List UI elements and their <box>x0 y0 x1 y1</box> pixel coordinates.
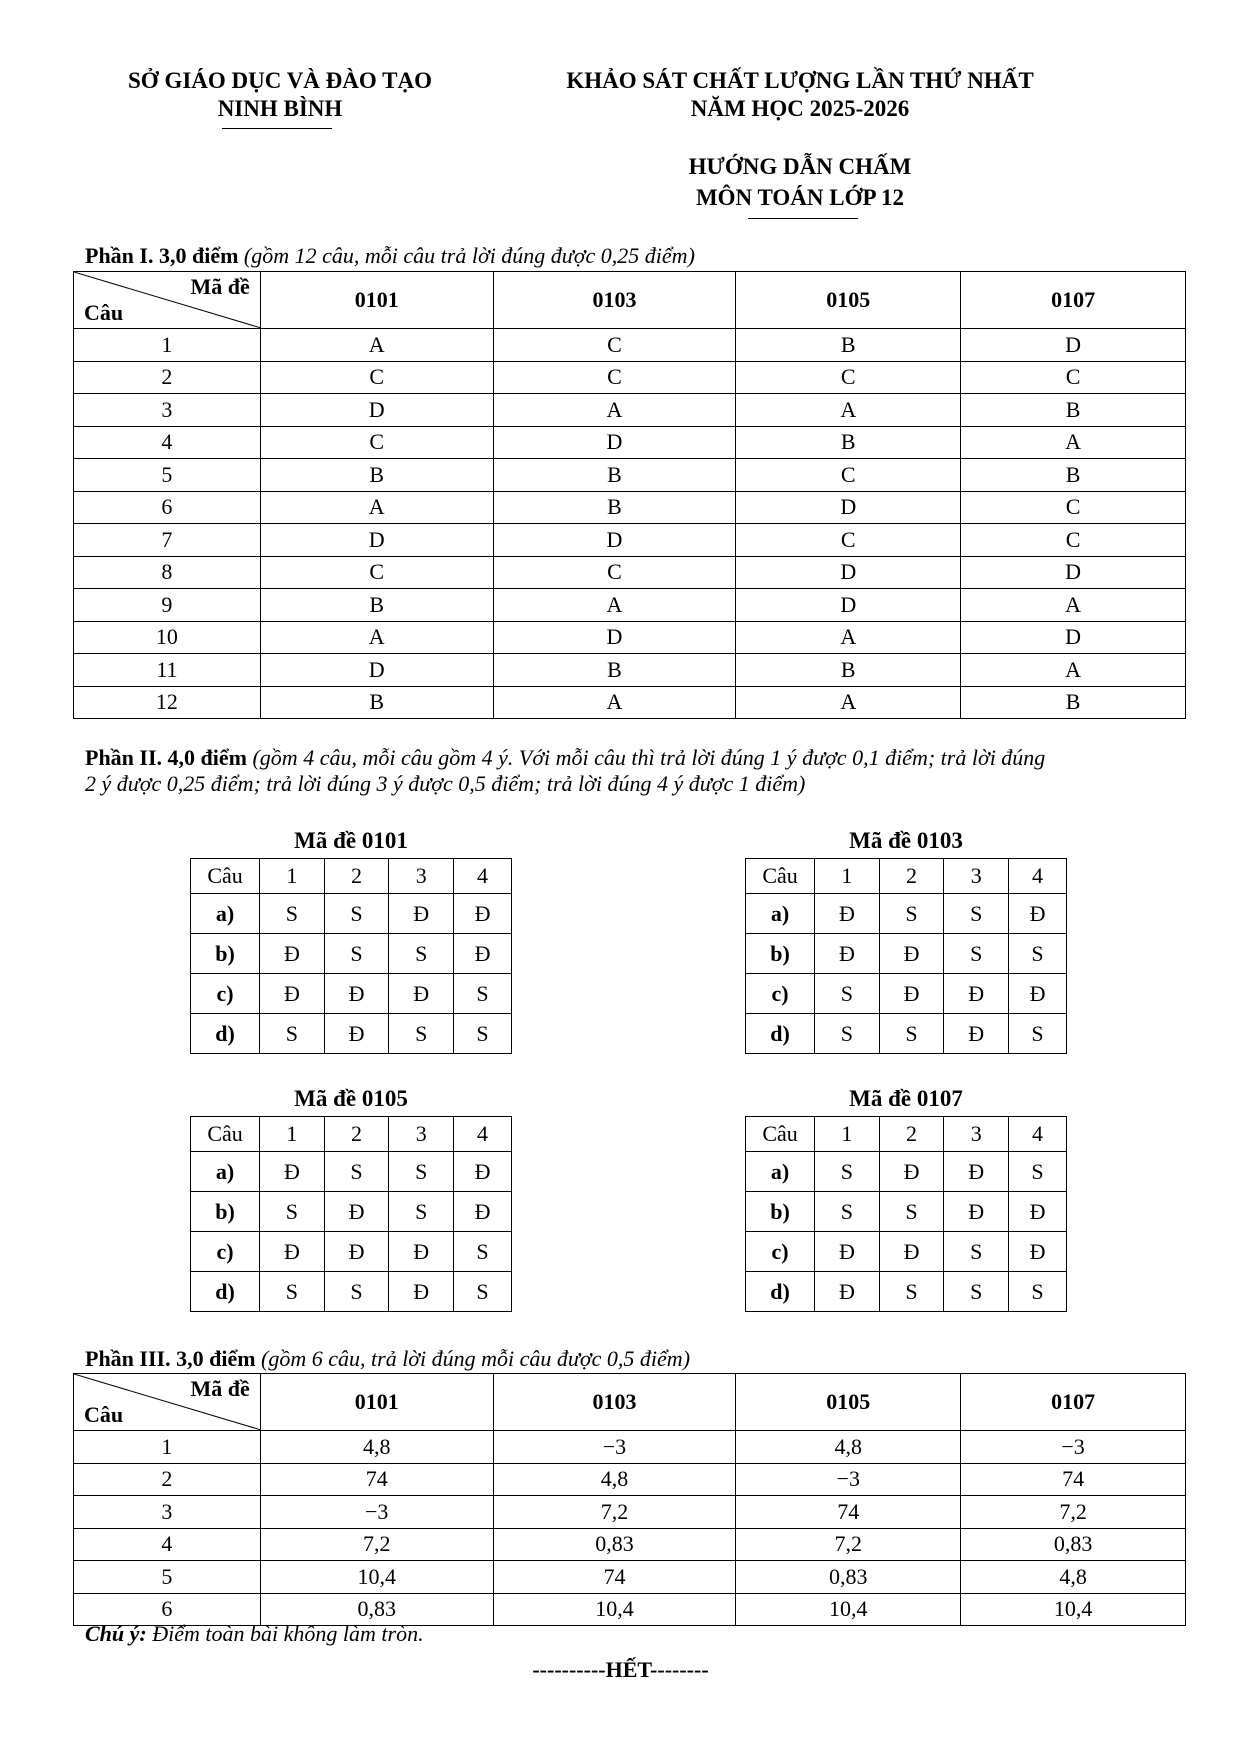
answer-cell: A <box>961 654 1186 687</box>
table-caption: Mã đề 0107 <box>849 1086 963 1111</box>
answer-cell: B <box>260 459 493 492</box>
part1-answer-table <box>73 271 1186 719</box>
corner-code-label: Mã đề <box>190 1376 250 1401</box>
answer-cell: Đ <box>454 934 512 974</box>
question-number: 6 <box>74 1593 261 1626</box>
part3-title <box>85 1346 690 1372</box>
question-number: 1 <box>815 859 880 894</box>
table-row <box>74 491 1186 524</box>
dept-name: SỞ GIÁO DỤC VÀ ĐÀO TẠO <box>128 68 432 93</box>
note <box>85 1621 424 1647</box>
answer-cell: Đ <box>944 974 1009 1014</box>
table-row <box>191 894 512 934</box>
statement-label: c) <box>191 1232 260 1272</box>
question-number: 5 <box>74 1561 261 1594</box>
table-row <box>746 1152 1067 1192</box>
table-row <box>746 894 1067 934</box>
question-number: 1 <box>260 859 325 894</box>
part3-corner-cell <box>74 1374 261 1431</box>
answer-cell: S <box>260 1192 325 1232</box>
statement-label: b) <box>191 1192 260 1232</box>
table-row <box>74 621 1186 654</box>
answer-cell: 10,4 <box>493 1593 736 1626</box>
table-row <box>74 459 1186 492</box>
table-row <box>74 1496 1186 1529</box>
question-number: 7 <box>74 524 261 557</box>
question-number: 4 <box>1009 859 1067 894</box>
answer-cell: S <box>324 934 389 974</box>
answer-cell: Đ <box>879 1152 944 1192</box>
answer-cell: Đ <box>1009 894 1067 934</box>
answer-cell: 10,4 <box>736 1593 961 1626</box>
answer-cell: A <box>260 491 493 524</box>
answer-cell: D <box>493 524 736 557</box>
question-number: 2 <box>324 1117 389 1152</box>
table-row <box>74 1561 1186 1594</box>
answer-cell: S <box>879 1014 944 1054</box>
part1-title-bold: Phần I. 3,0 điểm <box>85 243 239 268</box>
question-number: 2 <box>879 859 944 894</box>
answer-cell: Đ <box>260 974 325 1014</box>
statement-label: a) <box>191 894 260 934</box>
answer-cell: D <box>961 621 1186 654</box>
table-header-row <box>746 859 1067 894</box>
statement-label: b) <box>191 934 260 974</box>
answer-cell: Đ <box>944 1152 1009 1192</box>
answer-cell: 0,83 <box>961 1528 1186 1561</box>
statement-label: c) <box>191 974 260 1014</box>
answer-cell: 0,83 <box>736 1561 961 1594</box>
question-header: Câu <box>191 1117 260 1152</box>
part2-title-italic-1: (gồm 4 câu, mỗi câu gồm 4 ý. Với mỗi câu thì trả lời đúng 1 ý được 0,1 điểm; trả lời đúng <box>246 745 1046 770</box>
answer-cell: S <box>1009 1272 1067 1312</box>
table-row <box>74 686 1186 719</box>
table-row <box>74 654 1186 687</box>
answer-cell: C <box>493 556 736 589</box>
code-header: 0101 <box>260 1374 493 1431</box>
title-underline <box>748 218 858 219</box>
answer-cell: 7,2 <box>260 1528 493 1561</box>
statement-label: d) <box>746 1014 815 1054</box>
table-row <box>746 1232 1067 1272</box>
question-number: 3 <box>389 859 454 894</box>
answer-cell: C <box>736 459 961 492</box>
answer-cell: A <box>736 621 961 654</box>
answer-cell: S <box>454 1272 512 1312</box>
answer-cell: Đ <box>454 1152 512 1192</box>
answer-cell: A <box>260 621 493 654</box>
answer-cell: D <box>260 394 493 427</box>
answer-cell: 4,8 <box>961 1561 1186 1594</box>
answer-cell: A <box>736 394 961 427</box>
question-number: 8 <box>74 556 261 589</box>
corner-question-label: Câu <box>84 300 124 325</box>
answer-cell: B <box>493 459 736 492</box>
answer-cell: 4,8 <box>493 1463 736 1496</box>
answer-cell: S <box>879 1272 944 1312</box>
statement-label: d) <box>746 1272 815 1312</box>
answer-cell: C <box>493 361 736 394</box>
answer-cell: C <box>736 361 961 394</box>
part3-title-italic: (gồm 6 câu, trả lời đúng mỗi câu được 0,5 điểm) <box>255 1346 691 1371</box>
question-number: 2 <box>74 1463 261 1496</box>
answer-cell: A <box>493 686 736 719</box>
question-number: 3 <box>74 394 261 427</box>
answer-cell: D <box>961 556 1186 589</box>
answer-cell: D <box>736 491 961 524</box>
answer-cell: B <box>961 459 1186 492</box>
question-number: 9 <box>74 589 261 622</box>
question-number: 3 <box>944 1117 1009 1152</box>
question-number: 2 <box>879 1117 944 1152</box>
answer-cell: Đ <box>944 1192 1009 1232</box>
answer-cell: −3 <box>260 1496 493 1529</box>
answer-cell: Đ <box>389 894 454 934</box>
answer-cell: 0,83 <box>260 1593 493 1626</box>
code-header: 0107 <box>961 272 1186 329</box>
answer-cell: B <box>260 589 493 622</box>
answer-cell: 0,83 <box>493 1528 736 1561</box>
answer-cell: S <box>324 894 389 934</box>
answer-cell: S <box>389 934 454 974</box>
question-number: 2 <box>74 361 261 394</box>
question-number: 2 <box>324 859 389 894</box>
part2-table-0103 <box>745 858 1067 1054</box>
answer-cell: C <box>961 524 1186 557</box>
doc-title: HƯỚNG DẪN CHẤM <box>688 154 912 179</box>
answer-cell: Đ <box>1009 974 1067 1014</box>
answer-cell: S <box>1009 1014 1067 1054</box>
question-number: 11 <box>74 654 261 687</box>
answer-cell: Đ <box>260 1152 325 1192</box>
statement-label: c) <box>746 974 815 1014</box>
question-number: 1 <box>74 1431 261 1464</box>
school-year: NĂM HỌC 2025-2026 <box>690 96 910 121</box>
answer-cell: 74 <box>736 1496 961 1529</box>
table-row <box>191 1192 512 1232</box>
table-row <box>74 394 1186 427</box>
part2-title-bold: Phần II. 4,0 điểm <box>85 745 247 770</box>
table-row <box>191 1014 512 1054</box>
question-number: 4 <box>74 426 261 459</box>
answer-cell: 7,2 <box>961 1496 1186 1529</box>
answer-cell: 10,4 <box>260 1561 493 1594</box>
question-number: 12 <box>74 686 261 719</box>
answer-cell: Đ <box>1009 1192 1067 1232</box>
statement-label: a) <box>746 1152 815 1192</box>
table-row <box>191 1152 512 1192</box>
table-row <box>74 1431 1186 1464</box>
answer-cell: S <box>260 1014 325 1054</box>
note-label: Chú ý: <box>85 1621 147 1646</box>
answer-cell: S <box>815 974 880 1014</box>
answer-cell: S <box>815 1014 880 1054</box>
code-header: 0103 <box>493 1374 736 1431</box>
table-row <box>74 1463 1186 1496</box>
answer-cell: D <box>260 654 493 687</box>
answer-cell: 4,8 <box>260 1431 493 1464</box>
part1-title-italic: (gồm 12 câu, mỗi câu trả lời đúng được 0,25 điểm) <box>238 243 695 268</box>
answer-cell: S <box>389 1192 454 1232</box>
answer-cell: A <box>736 686 961 719</box>
answer-cell: A <box>493 589 736 622</box>
answer-cell: Đ <box>454 894 512 934</box>
answer-cell: S <box>324 1152 389 1192</box>
answer-cell: S <box>454 1232 512 1272</box>
table-row <box>191 1232 512 1272</box>
answer-cell: S <box>879 1192 944 1232</box>
answer-cell: B <box>493 654 736 687</box>
answer-cell: S <box>1009 934 1067 974</box>
answer-cell: B <box>736 329 961 362</box>
answer-cell: Đ <box>815 1232 880 1272</box>
code-header: 0105 <box>736 1374 961 1431</box>
answer-cell: 7,2 <box>736 1528 961 1561</box>
answer-cell: Đ <box>389 974 454 1014</box>
answer-cell: B <box>736 426 961 459</box>
answer-cell: −3 <box>493 1431 736 1464</box>
question-number: 1 <box>815 1117 880 1152</box>
code-header: 0103 <box>493 272 736 329</box>
answer-cell: Đ <box>454 1192 512 1232</box>
statement-label: b) <box>746 1192 815 1232</box>
answer-cell: B <box>736 654 961 687</box>
answer-cell: −3 <box>961 1431 1186 1464</box>
part1-title <box>85 243 695 269</box>
question-header: Câu <box>191 859 260 894</box>
answer-cell: D <box>493 426 736 459</box>
left-underline <box>222 128 332 129</box>
note-text: Điểm toàn bài không làm tròn. <box>146 1621 424 1646</box>
answer-cell: Đ <box>389 1272 454 1312</box>
question-number: 3 <box>74 1496 261 1529</box>
answer-cell: Đ <box>815 894 880 934</box>
end-marker: ----------HẾT-------- <box>532 1657 709 1682</box>
answer-cell: S <box>454 1014 512 1054</box>
answer-cell: C <box>260 361 493 394</box>
table-row <box>74 361 1186 394</box>
answer-cell: D <box>736 589 961 622</box>
answer-cell: B <box>493 491 736 524</box>
table-row <box>74 556 1186 589</box>
table-header-row <box>746 1117 1067 1152</box>
answer-cell: S <box>815 1192 880 1232</box>
answer-cell: D <box>260 524 493 557</box>
province-name: NINH BÌNH <box>217 96 343 121</box>
answer-cell: S <box>389 1152 454 1192</box>
answer-cell: Đ <box>389 1232 454 1272</box>
table-row <box>746 1014 1067 1054</box>
question-number: 1 <box>74 329 261 362</box>
table-row <box>74 524 1186 557</box>
answer-cell: 10,4 <box>961 1593 1186 1626</box>
answer-cell: S <box>1009 1152 1067 1192</box>
question-number: 4 <box>1009 1117 1067 1152</box>
answer-cell: 74 <box>493 1561 736 1594</box>
statement-label: d) <box>191 1014 260 1054</box>
question-number: 10 <box>74 621 261 654</box>
question-number: 6 <box>74 491 261 524</box>
part3-title-bold: Phần III. 3,0 điểm <box>85 1346 256 1371</box>
answer-cell: C <box>493 329 736 362</box>
answer-cell: 4,8 <box>736 1431 961 1464</box>
answer-cell: B <box>260 686 493 719</box>
code-header: 0105 <box>736 272 961 329</box>
answer-cell: S <box>944 934 1009 974</box>
corner-question-label: Câu <box>84 1402 124 1427</box>
table-row <box>74 329 1186 362</box>
answer-cell: S <box>389 1014 454 1054</box>
answer-cell: 7,2 <box>493 1496 736 1529</box>
table-caption: Mã đề 0101 <box>294 828 408 853</box>
answer-cell: S <box>260 1272 325 1312</box>
statement-label: b) <box>746 934 815 974</box>
answer-cell: S <box>879 894 944 934</box>
answer-cell: C <box>260 426 493 459</box>
answer-cell: B <box>961 394 1186 427</box>
table-caption: Mã đề 0103 <box>849 828 963 853</box>
answer-cell: Đ <box>815 1272 880 1312</box>
answer-cell: 74 <box>260 1463 493 1496</box>
table-row <box>191 934 512 974</box>
answer-cell: S <box>260 894 325 934</box>
table-caption: Mã đề 0105 <box>294 1086 408 1111</box>
part2-table-0101 <box>190 858 512 1054</box>
answer-cell: Đ <box>324 1014 389 1054</box>
part2-title <box>85 745 1185 771</box>
answer-cell: C <box>961 491 1186 524</box>
part2-table-0105 <box>190 1116 512 1312</box>
answer-cell: A <box>493 394 736 427</box>
part2-table-0107 <box>745 1116 1067 1312</box>
table-header-row <box>191 859 512 894</box>
statement-label: c) <box>746 1232 815 1272</box>
corner-code-label: Mã đề <box>190 274 250 299</box>
answer-cell: D <box>493 621 736 654</box>
table-row <box>74 589 1186 622</box>
question-number: 4 <box>454 859 512 894</box>
table-row <box>746 1272 1067 1312</box>
answer-cell: Đ <box>879 974 944 1014</box>
answer-cell: A <box>260 329 493 362</box>
answer-cell: Đ <box>879 1232 944 1272</box>
question-number: 5 <box>74 459 261 492</box>
answer-cell: Đ <box>260 1232 325 1272</box>
statement-label: a) <box>746 894 815 934</box>
table-row <box>746 974 1067 1014</box>
table-header-row <box>191 1117 512 1152</box>
answer-cell: Đ <box>1009 1232 1067 1272</box>
answer-cell: S <box>944 1232 1009 1272</box>
table-row <box>746 1192 1067 1232</box>
table-row <box>74 1528 1186 1561</box>
answer-cell: S <box>815 1152 880 1192</box>
part2-title-italic-2: 2 ý được 0,25 điểm; trả lời đúng 3 ý được 0,5 điểm; trả lời đúng 4 ý được 1 điểm) <box>85 771 806 796</box>
answer-cell: C <box>736 524 961 557</box>
answer-cell: Đ <box>260 934 325 974</box>
table-row <box>191 1272 512 1312</box>
part2-title-line2 <box>85 771 805 797</box>
table-row <box>746 934 1067 974</box>
answer-cell: S <box>944 1272 1009 1312</box>
table-row <box>74 426 1186 459</box>
answer-cell: −3 <box>736 1463 961 1496</box>
answer-cell: C <box>961 361 1186 394</box>
question-header: Câu <box>746 859 815 894</box>
answer-cell: B <box>961 686 1186 719</box>
answer-cell: A <box>961 589 1186 622</box>
statement-label: d) <box>191 1272 260 1312</box>
answer-cell: 74 <box>961 1463 1186 1496</box>
question-number: 1 <box>260 1117 325 1152</box>
answer-cell: S <box>454 974 512 1014</box>
question-number: 4 <box>74 1528 261 1561</box>
question-number: 3 <box>944 859 1009 894</box>
answer-cell: D <box>736 556 961 589</box>
exam-title: KHẢO SÁT CHẤT LƯỢNG LẦN THỨ NHẤT <box>566 68 1034 93</box>
question-number: 3 <box>389 1117 454 1152</box>
code-header: 0101 <box>260 272 493 329</box>
answer-cell: Đ <box>879 934 944 974</box>
answer-cell: S <box>944 894 1009 934</box>
part1-corner-cell <box>74 272 261 329</box>
answer-cell: Đ <box>324 1232 389 1272</box>
question-number: 4 <box>454 1117 512 1152</box>
answer-cell: D <box>961 329 1186 362</box>
code-header: 0107 <box>961 1374 1186 1431</box>
subject-title: MÔN TOÁN LỚP 12 <box>695 185 905 210</box>
answer-cell: Đ <box>815 934 880 974</box>
answer-cell: Đ <box>324 974 389 1014</box>
statement-label: a) <box>191 1152 260 1192</box>
answer-cell: S <box>324 1272 389 1312</box>
answer-cell: C <box>260 556 493 589</box>
question-header: Câu <box>746 1117 815 1152</box>
answer-cell: A <box>961 426 1186 459</box>
table-row <box>191 974 512 1014</box>
part3-answer-table <box>73 1373 1186 1626</box>
answer-cell: Đ <box>324 1192 389 1232</box>
answer-cell: Đ <box>944 1014 1009 1054</box>
